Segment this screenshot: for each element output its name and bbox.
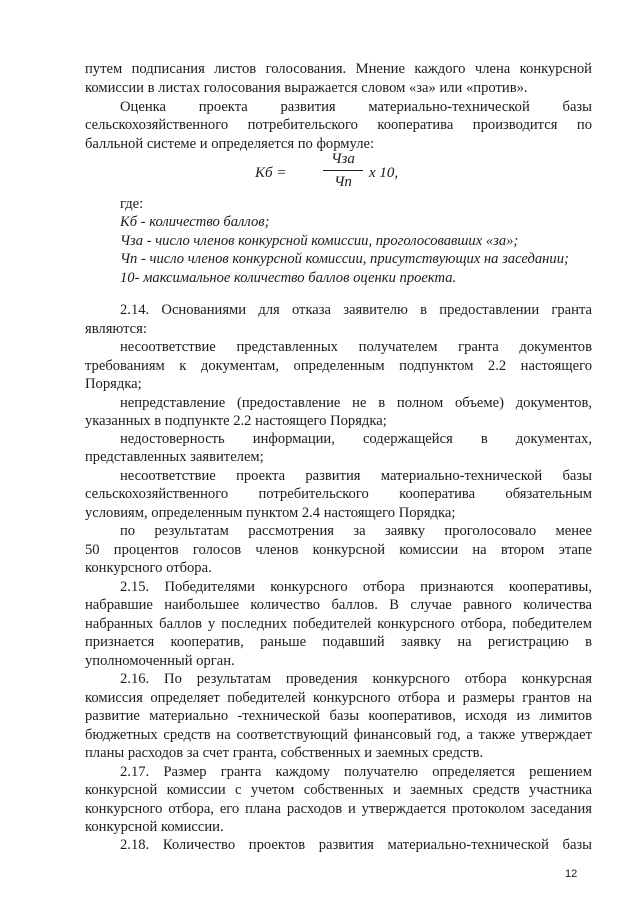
- formula-numerator: Чза: [331, 151, 355, 167]
- text-line: где:: [120, 196, 144, 212]
- text-line: конкурсной комиссии.: [85, 819, 224, 835]
- text-line: уполномоченный орган.: [85, 653, 235, 669]
- text-line: конкурсного отбора.: [85, 560, 212, 576]
- text-line: представленных заявителем;: [85, 449, 264, 465]
- text-line: 2.14. Основаниями для отказа заявителю в предоставлении гранта: [120, 302, 592, 318]
- text-line: указанных в подпункте 2.2 настоящего Порядка;: [85, 413, 387, 429]
- fraction-bar: [323, 170, 363, 171]
- text-line: по результатам рассмотрения за заявку проголосовало менее: [120, 523, 592, 539]
- text-line: требованиям к документам, определенным подпунктом 2.2 настоящего: [85, 358, 592, 374]
- legend-line: Чза - число членов конкурсной комиссии, проголосовавших «за»;: [120, 233, 519, 249]
- text-line: несоответствие проекта развития материально-технической базы: [120, 468, 592, 484]
- page-number: 12: [565, 868, 578, 880]
- text-line: условиям, определенным пунктом 2.4 настоящего Порядка;: [85, 505, 456, 521]
- text-line: конкурсного отбора, его плана расходов и утверждается протоколом заседания: [85, 801, 592, 817]
- legend-line: Чп - число членов конкурсной комиссии, присутствующих на заседании;: [120, 251, 569, 267]
- text-line: 2.15. Победителями конкурсного отбора признаются кооперативы,: [120, 579, 592, 595]
- text-line: путем подписания листов голосования. Мнение каждого члена конкурсной: [85, 61, 592, 77]
- text-line: сельскохозяйственного потребительского кооператива производится по: [85, 117, 592, 133]
- text-line: 2.17. Размер гранта каждому получателю определяется решением: [120, 764, 592, 780]
- formula-rhs: х 10,: [369, 165, 399, 181]
- text-line: конкурсной комиссии с учетом собственных и заемных средств участника: [85, 782, 592, 798]
- text-line: развитие материально -технической базы кооперативов, исходя из лимитов: [85, 708, 592, 724]
- text-line: признается кооператив, раньше подавший заявку на регистрацию в: [85, 634, 592, 650]
- legend-line: 10- максимальное количество баллов оценки проекта.: [120, 270, 457, 286]
- text-line: комиссия определяет победителей конкурсного отбора и размеры грантов на: [85, 690, 592, 706]
- text-line: несоответствие представленных получателем гранта документов: [120, 339, 592, 355]
- text-line: планы расходов за счет гранта, собственных и заемных средств.: [85, 745, 484, 761]
- text-line: сельскохозяйственного потребительского кооператива обязательным: [85, 486, 592, 502]
- text-line: набранных баллов у последних победителей конкурсного отбора, победителем: [85, 616, 592, 632]
- text-line: комиссии в листах голосования выражается словом «за» или «против».: [85, 80, 528, 96]
- text-line: являются:: [85, 321, 147, 337]
- text-line: непредставление (предоставление не в полном объеме) документов,: [120, 395, 592, 411]
- formula-fraction: [323, 150, 363, 191]
- legend-line: Кб - количество баллов;: [120, 214, 270, 230]
- text-line: балльной системе и определяется по формуле:: [85, 136, 375, 152]
- text-line: Оценка проекта развития материально-технической базы: [120, 99, 592, 115]
- score-formula: [255, 150, 415, 198]
- formula-lhs: Кб =: [255, 165, 287, 181]
- text-line: недостоверность информации, содержащейся в документах,: [120, 431, 592, 447]
- text-line: 50 процентов голосов членов конкурсной комиссии на втором этапе: [85, 542, 592, 558]
- formula-denominator: Чп: [334, 174, 352, 190]
- text-line: бюджетных средств на соответствующий финансовый год, а также утверждает: [85, 727, 592, 743]
- text-line: 2.18. Количество проектов развития материально-технической базы: [120, 837, 592, 853]
- text-line: Порядка;: [85, 376, 142, 392]
- text-line: набравшие наибольшее количество баллов. В случае равного количества: [85, 597, 592, 613]
- text-line: 2.16. По результатам проведения конкурсного отбора конкурсная: [120, 671, 592, 687]
